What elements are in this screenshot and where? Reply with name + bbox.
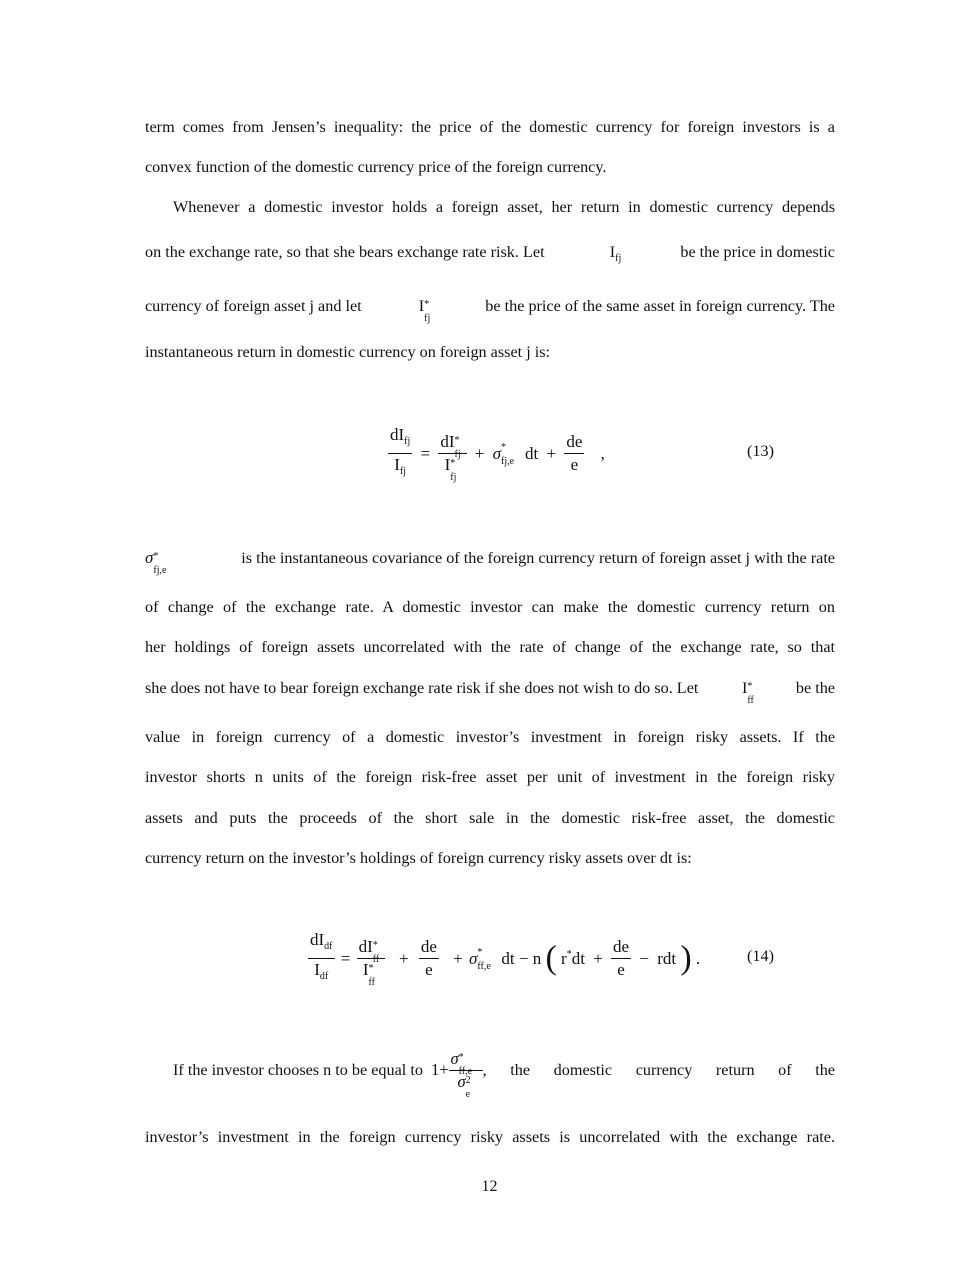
right-paren: ) [680, 939, 692, 977]
math-symbol: σ [145, 548, 154, 567]
math-subscript: ff [368, 977, 376, 989]
math-subscript: df [324, 941, 333, 952]
equation-number-13: (13) [747, 442, 774, 460]
math-symbol: dI [390, 425, 405, 444]
math-subscript: fj,e [501, 455, 515, 467]
math-symbol: I [609, 243, 616, 261]
math-symbol: de [611, 936, 631, 959]
text-line: value in foreign currency of a domestic investor’s investment in foreign risky assets. If the [145, 728, 835, 746]
math-symbol: I [741, 679, 748, 697]
text-line: investor’s investment in the foreign currency risky assets is uncorrelated with the exchange rate. [145, 1128, 835, 1146]
text-segment: , the domestic currency return of the [482, 1061, 835, 1079]
math-superscript: * [372, 940, 378, 952]
plus-sign: + [474, 443, 485, 463]
text-line [145, 678, 835, 707]
math-symbol: de [419, 936, 439, 959]
inline-math-ifj [610, 242, 622, 269]
text-segment: If the investor chooses n to be equal to [173, 1061, 423, 1079]
fraction [564, 431, 584, 476]
fraction [357, 936, 385, 989]
math-symbol: σ [457, 1071, 466, 1091]
math-subscript: df [319, 971, 329, 982]
sigma-term [492, 441, 539, 467]
math-symbol: I [362, 960, 369, 979]
fraction [438, 431, 466, 484]
math-symbol: σ [450, 1048, 459, 1068]
math-subscript: fj [399, 466, 407, 477]
sigma-term [469, 946, 542, 972]
math-superscript: * [450, 458, 456, 470]
math-superscript: * [153, 551, 159, 563]
text-line [145, 242, 835, 269]
math-superscript: * [368, 963, 374, 975]
inline-math-n-value [430, 1048, 483, 1100]
math-symbol: e [425, 960, 433, 979]
math-subscript: fj [404, 436, 411, 447]
left-paren: ( [545, 939, 557, 977]
math-subscript: ff,e [477, 960, 491, 972]
text-line: her holdings of foreign assets uncorrelated with the rate of change of the exchange rate, so that [145, 638, 835, 656]
math-subscript: fj [454, 449, 461, 461]
text-segment: be the [795, 679, 835, 697]
comma: , [600, 443, 605, 463]
math-symbol: dI [358, 937, 373, 956]
math-symbol: r [561, 948, 567, 968]
math-subscript: fj [450, 472, 457, 484]
math-superscript: * [566, 948, 572, 960]
math-symbol: dI [310, 930, 325, 949]
text-segment: on the exchange rate, so that she bears exchange rate risk. Let [145, 243, 545, 261]
plus-sign: + [453, 948, 463, 968]
text-segment: she does not have to bear foreign exchange rate risk if she does not wish to do so. Let [145, 679, 699, 697]
math-symbol: e [617, 960, 625, 979]
text-line: investor shorts n units of the foreign risk-free asset per unit of investment in the foreign risky [145, 768, 835, 786]
plus-sign: + [399, 948, 409, 968]
text-line: instantaneous return in domestic currency on foreign asset j is: [145, 343, 551, 361]
text-line: Whenever a domestic investor holds a foreign asset, her return in domestic currency depends [173, 198, 835, 216]
text-segment: currency of foreign asset j and let [145, 297, 362, 315]
page-number: 12 [481, 1178, 498, 1195]
text-line: of change of the exchange rate. A domestic investor can make the domestic currency return on [145, 598, 835, 616]
math-symbol: e [570, 455, 579, 474]
math-subscript: fj [615, 253, 622, 264]
inline-math-iff-star [741, 678, 757, 707]
fraction [308, 929, 335, 988]
math-superscript: * [424, 299, 430, 311]
text-segment: be the price in domestic [680, 243, 835, 261]
math-symbol: I [418, 297, 425, 315]
text-segment: is the instantaneous covariance of the foreign currency return of foreign asset j with the rate [241, 549, 835, 567]
text-line: convex function of the domestic currency price of the foreign currency. [145, 158, 607, 176]
equals-sign: = [420, 443, 431, 463]
math-subscript: fj [424, 313, 431, 325]
math-subscript: e [465, 1088, 471, 1100]
text-line: assets and puts the proceeds of the short sale in the domestic risk-free asset, the domestic [145, 809, 835, 827]
period: . [695, 948, 701, 968]
math-symbol: I [394, 455, 400, 474]
math-subscript: ff,e [458, 1065, 473, 1077]
equation-13 [388, 424, 605, 483]
math-subscript: ff [372, 954, 380, 966]
equation-number-14: (14) [747, 947, 774, 965]
text-line: currency return on the investor’s holdings of foreign currency risky assets over dt is: [145, 849, 692, 867]
math-symbol: de [564, 431, 584, 454]
math-superscript: * [747, 681, 753, 693]
math-symbol: σ [492, 443, 502, 463]
text-line [145, 296, 835, 325]
equals-sign: = [340, 948, 351, 968]
inline-math-sigma-fje [145, 548, 175, 577]
fraction [449, 1048, 483, 1100]
minus-sign: − [639, 948, 649, 968]
plus-sign: + [546, 443, 557, 463]
math-symbol: rdt [657, 948, 677, 968]
math-superscript: 2 [465, 1074, 471, 1086]
math-symbol: I [314, 960, 320, 979]
math-symbol: dt [571, 948, 585, 968]
math-superscript: * [477, 946, 483, 958]
fraction [388, 424, 412, 483]
math-subscript: fj,e [153, 565, 167, 577]
math-superscript: * [454, 435, 460, 447]
fraction [419, 936, 439, 981]
math-symbol: 1+ [430, 1060, 449, 1079]
math-symbol: dI [440, 432, 455, 451]
text-line [145, 1045, 835, 1100]
math-symbol: dt [525, 443, 539, 463]
text-line: term comes from Jensen’s inequality: the price of the domestic currency for foreign investors is a [145, 118, 835, 136]
plus-sign: + [593, 948, 603, 968]
r-star-term [561, 949, 585, 969]
equation-14 [308, 929, 700, 988]
math-subscript: ff [747, 695, 754, 707]
math-symbol: I [444, 455, 451, 474]
text-line [145, 548, 835, 577]
text-segment: be the price of the same asset in foreign currency. The [485, 297, 835, 315]
math-symbol: σ [469, 948, 478, 968]
math-superscript: * [458, 1051, 464, 1063]
inline-math-ifj-star [418, 296, 434, 325]
math-symbol: dt − n [501, 948, 542, 968]
fraction [611, 936, 631, 981]
math-superscript: * [501, 441, 507, 453]
